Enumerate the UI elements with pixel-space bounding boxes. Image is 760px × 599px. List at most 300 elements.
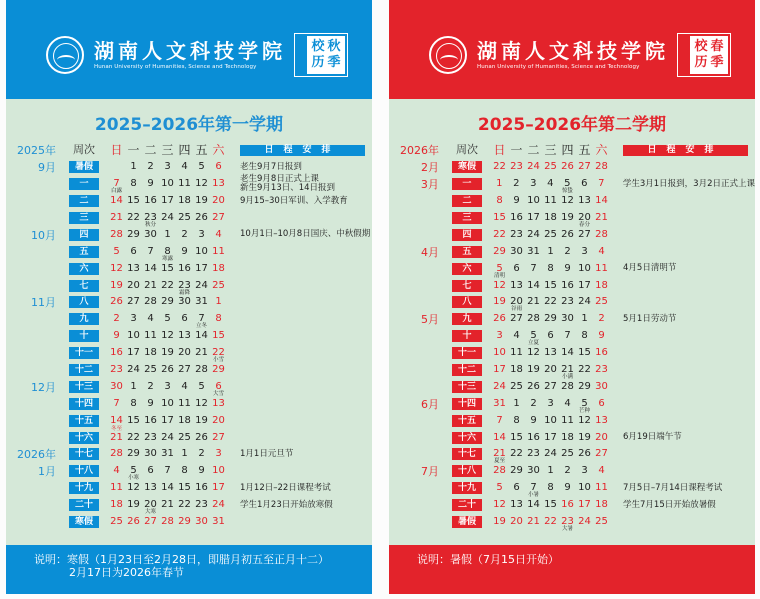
week-days xyxy=(491,397,610,414)
day-cell xyxy=(559,499,576,511)
day-number: 29 xyxy=(161,296,174,308)
day-number: 16 xyxy=(110,347,123,359)
day-cell xyxy=(142,195,159,207)
day-number: 22 xyxy=(161,279,174,291)
day-cell xyxy=(593,465,610,477)
day-cell xyxy=(576,229,593,241)
day-number: 11 xyxy=(212,245,225,257)
day-cell xyxy=(142,499,159,516)
day-cell xyxy=(176,296,193,308)
day-number: 17 xyxy=(212,482,225,494)
day-number: 18 xyxy=(544,212,557,223)
day-cell xyxy=(559,229,576,241)
day-cell xyxy=(542,516,559,528)
day-cell xyxy=(193,381,210,393)
day-number: 7 xyxy=(113,178,120,190)
day-number: 12 xyxy=(161,330,174,342)
day-cell xyxy=(159,516,176,528)
day-cell xyxy=(576,432,593,444)
week-row xyxy=(389,243,755,260)
day-number: 26 xyxy=(110,296,123,308)
day-number: 19 xyxy=(127,499,140,511)
day-number: 14 xyxy=(161,482,174,494)
day-number: 19 xyxy=(493,296,506,308)
week-number-badge: 十三 xyxy=(69,381,99,393)
day-number: 17 xyxy=(578,279,591,291)
week-number-badge: 四 xyxy=(452,229,482,241)
day-cell xyxy=(593,499,610,511)
school-emblem-icon xyxy=(429,36,467,74)
day-number: 7 xyxy=(164,465,171,477)
week-days xyxy=(108,161,227,173)
day-number: 14 xyxy=(527,499,540,511)
solar-term-label: 夏至 xyxy=(493,458,505,465)
day-cell xyxy=(542,364,559,376)
week-row xyxy=(6,497,372,514)
day-cell xyxy=(593,381,610,393)
footer-line-1: 说明：寒假（1月23日至2月28日，即腊月初五至正月十二） xyxy=(34,553,329,566)
day-cell xyxy=(193,178,210,190)
day-cell xyxy=(559,398,576,410)
week-days xyxy=(491,161,610,173)
day-cell xyxy=(593,364,610,376)
day-number: 30 xyxy=(510,245,523,257)
day-cell xyxy=(142,448,159,460)
day-number: 13 xyxy=(127,262,140,274)
day-number: 26 xyxy=(161,364,174,376)
schedule-header: 日程安排 xyxy=(623,145,748,156)
day-cell xyxy=(176,279,193,296)
weekday-header: 日 xyxy=(110,143,123,158)
solar-term-label: 冬至 xyxy=(110,425,122,432)
day-cell xyxy=(159,330,176,342)
calendar-table xyxy=(389,142,755,533)
schedule-note-line: 5月1日劳动节 xyxy=(623,313,677,324)
week-row xyxy=(6,395,372,412)
week-row xyxy=(6,514,372,531)
day-cell xyxy=(525,415,542,427)
day-cell xyxy=(576,212,593,228)
day-cell xyxy=(542,178,559,190)
solar-term-label: 秋分 xyxy=(144,222,156,228)
day-cell xyxy=(193,482,210,494)
day-number: 13 xyxy=(144,482,157,494)
day-number: 25 xyxy=(561,448,574,460)
day-cell xyxy=(125,364,142,376)
day-number: 2 xyxy=(564,245,571,257)
day-cell xyxy=(210,432,227,444)
day-cell xyxy=(125,263,142,275)
day-cell xyxy=(559,330,576,342)
day-number: 1 xyxy=(215,296,222,308)
day-number: 7 xyxy=(564,330,571,342)
week-row xyxy=(389,260,755,277)
day-cell xyxy=(491,280,508,292)
schedule-note-line: 学生7月15日开始放暑假 xyxy=(623,499,716,510)
day-number: 30 xyxy=(144,228,157,240)
day-cell xyxy=(559,161,576,173)
day-cell xyxy=(142,516,159,528)
day-cell xyxy=(159,482,176,494)
day-number: 29 xyxy=(212,364,225,376)
day-number: 27 xyxy=(510,313,523,325)
day-cell xyxy=(159,398,176,410)
week-number-badge: 三 xyxy=(69,212,99,224)
day-cell xyxy=(142,263,159,275)
day-number: 13 xyxy=(578,195,591,207)
week-row xyxy=(6,226,372,243)
day-cell xyxy=(108,280,125,292)
week-row xyxy=(389,378,755,395)
day-number: 13 xyxy=(544,347,557,359)
day-cell xyxy=(108,161,125,173)
day-cell xyxy=(576,397,593,414)
day-number: 10 xyxy=(544,414,557,426)
day-cell xyxy=(125,330,142,342)
day-cell xyxy=(108,425,125,444)
day-number: 9 xyxy=(530,414,537,426)
day-number: 4 xyxy=(147,313,154,325)
day-number: 5 xyxy=(164,313,171,325)
day-cell xyxy=(491,381,508,393)
week-row xyxy=(389,277,755,294)
day-number: 16 xyxy=(527,431,540,443)
day-number: 29 xyxy=(127,448,140,460)
day-cell xyxy=(108,516,125,528)
day-cell xyxy=(125,516,142,528)
week-number-badge: 二十 xyxy=(69,499,99,511)
day-cell xyxy=(542,161,559,173)
day-number: 15 xyxy=(510,431,523,443)
day-number: 6 xyxy=(147,465,154,477)
day-cell xyxy=(176,499,193,511)
day-number: 14 xyxy=(595,195,608,207)
day-cell xyxy=(542,195,559,207)
day-number: 18 xyxy=(595,279,608,291)
schedule-header: 日程安排 xyxy=(240,145,365,156)
day-number: 7 xyxy=(496,414,503,426)
day-number: 17 xyxy=(578,499,591,511)
day-cell xyxy=(525,178,542,190)
day-cell xyxy=(159,313,176,325)
day-cell xyxy=(159,364,176,376)
day-cell xyxy=(193,347,210,359)
week-number-badge: 一 xyxy=(69,178,99,190)
day-number: 19 xyxy=(195,195,208,207)
day-cell xyxy=(576,516,593,528)
day-number: 3 xyxy=(198,228,205,240)
day-number: 18 xyxy=(178,414,191,426)
schedule-note xyxy=(623,433,682,442)
day-cell xyxy=(576,330,593,342)
day-number: 17 xyxy=(493,364,506,376)
day-cell xyxy=(508,229,525,241)
solar-term-label: 寒露 xyxy=(161,255,173,262)
semester-title: 2025–2026年第一学期 xyxy=(94,115,284,135)
day-cell xyxy=(542,482,559,494)
weekday-header: 三 xyxy=(544,143,557,158)
day-cell xyxy=(125,161,142,173)
week-number-badge: 十五 xyxy=(452,415,482,427)
day-cell xyxy=(108,448,125,460)
header-banner xyxy=(389,0,755,99)
day-number: 4 xyxy=(215,228,222,240)
day-number: 15 xyxy=(544,499,557,511)
week-row xyxy=(6,378,372,395)
week-days xyxy=(108,296,227,308)
day-number: 31 xyxy=(212,516,225,528)
day-cell xyxy=(491,347,508,359)
week-row xyxy=(6,243,372,260)
day-number: 28 xyxy=(527,313,540,325)
schedule-note-line: 学生3月1日报到，3月2日正式上课 xyxy=(622,178,755,189)
day-cell xyxy=(559,280,576,292)
day-number: 23 xyxy=(510,228,523,240)
day-cell xyxy=(559,381,576,393)
day-cell xyxy=(108,499,125,511)
week-row xyxy=(389,311,755,328)
day-number: 1 xyxy=(547,245,554,257)
day-cell xyxy=(576,499,593,511)
day-cell xyxy=(142,415,159,427)
week-number-badge: 三 xyxy=(452,212,482,224)
day-cell xyxy=(542,347,559,359)
schedule-note-line: 4月5日清明节 xyxy=(623,263,677,274)
month-label: 11月 xyxy=(31,296,56,310)
week-days xyxy=(491,432,610,444)
week-days xyxy=(491,178,610,195)
day-number: 27 xyxy=(212,212,225,223)
day-cell xyxy=(125,296,142,308)
day-cell xyxy=(210,448,227,460)
day-number: 20 xyxy=(144,499,157,511)
day-cell xyxy=(542,263,559,275)
day-number: 21 xyxy=(144,279,157,291)
day-cell xyxy=(559,432,576,444)
day-number: 19 xyxy=(527,364,540,376)
day-cell xyxy=(210,263,227,275)
week-row xyxy=(389,193,755,210)
day-number: 25 xyxy=(110,516,123,528)
day-number: 5 xyxy=(564,178,571,190)
week-row xyxy=(389,159,755,176)
day-number: 8 xyxy=(581,330,588,342)
day-number: 24 xyxy=(578,516,591,528)
day-number: 7 xyxy=(113,397,120,409)
day-number: 26 xyxy=(527,380,540,392)
day-cell xyxy=(176,161,193,173)
day-cell xyxy=(108,364,125,376)
day-cell xyxy=(593,229,610,241)
week-days xyxy=(108,330,227,342)
schedule-note-line: 1月1日元旦节 xyxy=(240,448,294,459)
day-number: 5 xyxy=(496,262,503,274)
month-label: 9月 xyxy=(38,161,56,175)
day-number: 30 xyxy=(144,448,157,460)
week-number-badge: 十七 xyxy=(452,448,482,460)
day-number: 28 xyxy=(110,228,123,240)
day-number: 8 xyxy=(215,313,222,325)
day-number: 2 xyxy=(147,161,154,173)
day-cell xyxy=(176,313,193,325)
day-cell xyxy=(108,465,125,477)
day-cell xyxy=(576,482,593,494)
day-cell xyxy=(525,432,542,444)
day-cell xyxy=(491,178,508,190)
day-number: 20 xyxy=(595,431,608,443)
day-cell xyxy=(142,178,159,190)
day-cell xyxy=(508,195,525,207)
week-row xyxy=(389,176,755,193)
day-cell xyxy=(491,499,508,511)
day-cell xyxy=(193,161,210,173)
day-number: 1 xyxy=(513,397,520,409)
day-number: 6 xyxy=(130,245,137,257)
day-number: 18 xyxy=(212,262,225,274)
week-days xyxy=(108,279,227,296)
day-cell xyxy=(559,195,576,207)
day-cell xyxy=(176,229,193,241)
day-number: 28 xyxy=(161,516,174,528)
week-row xyxy=(6,446,372,463)
day-cell xyxy=(108,195,125,207)
day-number: 17 xyxy=(527,212,540,223)
day-number: 9 xyxy=(564,482,571,494)
day-number: 3 xyxy=(164,380,171,392)
day-number: 23 xyxy=(178,279,191,291)
weekday-headers xyxy=(108,144,227,156)
day-number: 12 xyxy=(493,279,506,291)
day-cell xyxy=(525,364,542,376)
day-number: 24 xyxy=(161,212,174,223)
day-number: 14 xyxy=(110,414,123,426)
day-cell xyxy=(593,212,610,224)
week-days xyxy=(108,364,227,376)
day-number: 11 xyxy=(561,414,574,426)
day-cell xyxy=(525,195,542,207)
week-row xyxy=(6,260,372,277)
month-label: 12月 xyxy=(31,380,56,394)
week-number-badge: 十四 xyxy=(452,398,482,410)
day-number: 17 xyxy=(161,195,174,207)
week-days xyxy=(491,313,610,325)
day-number: 10 xyxy=(493,347,506,359)
day-number: 20 xyxy=(127,279,140,291)
first-semester-panel xyxy=(6,0,372,594)
day-cell xyxy=(142,246,159,258)
day-number: 28 xyxy=(195,364,208,376)
day-cell xyxy=(210,347,227,364)
week-row xyxy=(6,425,372,446)
day-number: 21 xyxy=(195,347,208,359)
day-cell xyxy=(542,330,559,342)
week-row xyxy=(6,480,372,497)
week-days xyxy=(491,229,610,241)
day-number: 27 xyxy=(578,161,591,173)
day-number: 10 xyxy=(161,397,174,409)
day-number: 11 xyxy=(510,347,523,359)
day-number: 19 xyxy=(195,414,208,426)
day-number: 21 xyxy=(527,296,540,308)
schedule-note-line: 7月5日–7月14日课程考试 xyxy=(623,482,723,493)
day-number: 21 xyxy=(595,212,608,223)
day-number: 16 xyxy=(561,279,574,291)
week-days xyxy=(491,330,610,347)
day-number: 14 xyxy=(561,347,574,359)
day-cell xyxy=(176,263,193,275)
week-days xyxy=(108,499,227,516)
schedule-note xyxy=(240,175,335,193)
day-number: 27 xyxy=(144,516,157,528)
day-cell xyxy=(576,448,593,460)
week-days xyxy=(108,380,227,397)
day-cell xyxy=(542,229,559,241)
day-number: 18 xyxy=(178,195,191,207)
day-cell xyxy=(210,246,227,258)
week-row xyxy=(389,497,755,514)
day-cell xyxy=(159,229,176,241)
day-cell xyxy=(108,347,125,359)
day-number: 7 xyxy=(147,245,154,257)
day-number: 1 xyxy=(581,313,588,325)
day-number: 5 xyxy=(530,330,537,342)
week-number-badge: 一 xyxy=(452,178,482,190)
day-number: 27 xyxy=(544,380,557,392)
day-cell xyxy=(193,212,210,224)
schedule-note xyxy=(240,230,370,239)
footer-notes xyxy=(389,545,755,594)
day-cell xyxy=(125,448,142,460)
day-number: 24 xyxy=(195,279,208,291)
day-cell xyxy=(576,178,593,190)
day-cell xyxy=(176,465,193,477)
footer-line-2: 2月17日为2026年春节 xyxy=(69,566,184,579)
day-number: 9 xyxy=(564,262,571,274)
week-row xyxy=(389,429,755,446)
day-cell xyxy=(108,330,125,342)
day-number: 8 xyxy=(181,465,188,477)
day-cell xyxy=(193,499,210,511)
day-number: 26 xyxy=(195,212,208,223)
day-number: 18 xyxy=(595,499,608,511)
day-cell xyxy=(210,229,227,241)
week-row xyxy=(389,412,755,429)
season-calendar-stamp: 校 秋 历 季 xyxy=(307,36,345,74)
day-number: 24 xyxy=(212,499,225,511)
schedule-note xyxy=(623,501,716,510)
day-number: 2 xyxy=(564,465,571,477)
day-number: 15 xyxy=(161,262,174,274)
day-number: 24 xyxy=(544,448,557,460)
day-cell xyxy=(593,263,610,275)
day-cell xyxy=(125,212,142,224)
week-number-badge: 七 xyxy=(69,280,99,292)
week-row xyxy=(389,345,755,362)
day-cell xyxy=(176,398,193,410)
week-number-badge: 二十 xyxy=(452,499,482,511)
weekday-header: 四 xyxy=(178,143,191,158)
day-number: 23 xyxy=(144,431,157,443)
day-cell xyxy=(508,482,525,494)
day-cell xyxy=(108,263,125,275)
day-cell xyxy=(125,195,142,207)
day-cell xyxy=(210,398,227,410)
solar-term-label: 小雪 xyxy=(212,357,224,364)
day-number: 22 xyxy=(544,296,557,308)
day-cell xyxy=(159,499,176,511)
day-cell xyxy=(508,381,525,393)
day-number: 20 xyxy=(510,516,523,528)
